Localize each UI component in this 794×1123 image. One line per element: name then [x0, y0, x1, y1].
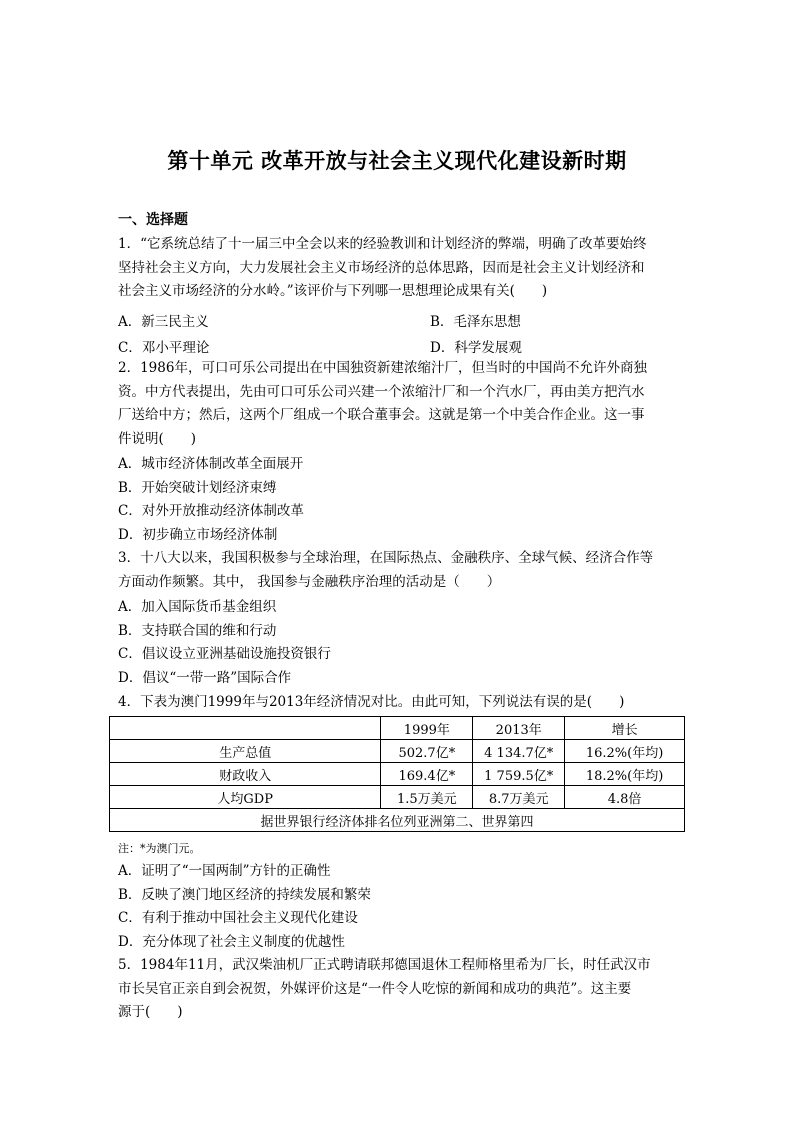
question-3-option-c: C．倡议设立亚洲基础设施投资银行: [118, 646, 331, 662]
question-2-option-d: D．初步确立市场经济体制: [118, 527, 278, 543]
question-5-stem: [118, 954, 684, 1025]
table-cell: 人均GDP: [110, 786, 381, 809]
question-2-option-c: C．对外开放推动经济体制改革: [118, 503, 304, 519]
question-1-line: 坚持社会主义方向，大力发展社会主义市场经济的总体思路，因而是社会主义计划经济和: [118, 259, 645, 276]
document-title: 第十单元 改革开放与社会主义现代化建设新时期: [167, 148, 627, 173]
question-3-option-a: A．加入国际货币基金组织: [118, 599, 277, 615]
table-row: [110, 786, 685, 809]
question-1-option-a: A．新三民主义: [118, 314, 209, 330]
table-header-cell: 2013年: [473, 717, 565, 740]
question-2-option-b: B．开始突破计划经济束缚: [118, 480, 277, 496]
macau-economy-table: [109, 716, 685, 832]
table-cell: 1 759.5亿*: [473, 763, 565, 786]
question-4-option-b: B．反映了澳门地区经济的持续发展和繁荣: [118, 887, 371, 903]
question-3-option-b: B．支持联合国的维和行动: [118, 623, 277, 639]
question-4-option-a: A．证明了“一国两制”方针的正确性: [118, 863, 331, 879]
question-2-line: 2．1986年，可口可乐公司提出在中国独资新建浓缩汁厂，但当时的中国尚不允许外商独: [118, 360, 647, 376]
question-1-option-c: C．邓小平理论: [118, 340, 210, 356]
table-header-cell: 1999年: [381, 717, 473, 740]
question-2-option-a: A．城市经济体制改革全面展开: [118, 456, 304, 472]
table-cell: 1.5万美元: [381, 786, 473, 809]
question-1-option-b: B．毛泽东思想: [430, 314, 521, 330]
table-footer-row: [110, 809, 685, 832]
table-cell: 生产总值: [110, 740, 381, 763]
question-1-line: 1．“它系统总结了十一届三中全会以来的经验教训和计划经济的弊端，明确了改革要始终: [118, 236, 647, 252]
question-4-option-d: D．充分体现了社会主义制度的优越性: [118, 934, 345, 950]
table-header-cell: [110, 717, 381, 740]
question-2-line: 件说明( ): [118, 430, 197, 447]
table-header-row: [110, 717, 685, 740]
question-5-line: 源于( ): [118, 1004, 183, 1020]
question-3-line: 3．十八大以来，我国积极参与全球治理，在国际热点、金融秩序、全球气候、经济合作等: [118, 550, 654, 566]
table-cell: 16.2%(年均): [565, 740, 685, 763]
question-3-option-d: D．倡议“一带一路”国际合作: [118, 670, 292, 686]
table-note: 注：*为澳门元。: [118, 842, 201, 855]
question-5-line: 市长吴官正亲自到会祝贺，外媒评价这是“一件令人吃惊的新闻和成功的典范”。这主要: [118, 980, 632, 997]
question-2-line: 厂送给中方；然后，这两个厂组成一个联合董事会。这就是第一个中美合作企业。这一事: [118, 407, 645, 423]
table-cell: 4.8倍: [565, 786, 685, 809]
question-1-option-d: D．科学发展观: [430, 340, 522, 356]
table-cell: 502.7亿*: [381, 740, 473, 763]
table-row: [110, 763, 685, 786]
question-2-stem: [118, 357, 684, 451]
question-1-line: 社会主义市场经济的分水岭。”该评价与下列哪一思想理论成果有关( ): [118, 283, 548, 299]
question-1-stem: [118, 233, 684, 304]
table-cell: 169.4亿*: [381, 763, 473, 786]
question-4-option-c: C．有利于推动中国社会主义现代化建设: [118, 910, 358, 926]
table-cell: 财政收入: [110, 763, 381, 786]
question-3-line: 方面动作频繁。其中， 我国参与金融秩序治理的活动是（ ）: [118, 573, 501, 590]
question-2-line: 资。中方代表提出，先由可口可乐公司兴建一个浓缩汁厂和一个汽水厂，再由美方把汽水: [118, 383, 645, 400]
table-cell: 8.7万美元: [473, 786, 565, 809]
table-row: [110, 740, 685, 763]
question-3-stem: [118, 547, 684, 594]
table-cell: 4 134.7亿*: [473, 740, 565, 763]
table-footer-cell: 据世界银行经济体排名位列亚洲第二、世界第四: [110, 809, 685, 832]
section-heading: 一、选择题: [118, 212, 188, 228]
table-cell: 18.2%(年均): [565, 763, 685, 786]
question-5-line: 5．1984年11月，武汉柴油机厂正式聘请联邦德国退休工程师格里希为厂长，时任武汉市: [118, 957, 651, 973]
question-4-stem: 4．下表为澳门1999年与2013年经济情况对比。由此可知，下列说法有误的是( ): [118, 694, 625, 710]
table-header-cell: 增长: [565, 717, 685, 740]
